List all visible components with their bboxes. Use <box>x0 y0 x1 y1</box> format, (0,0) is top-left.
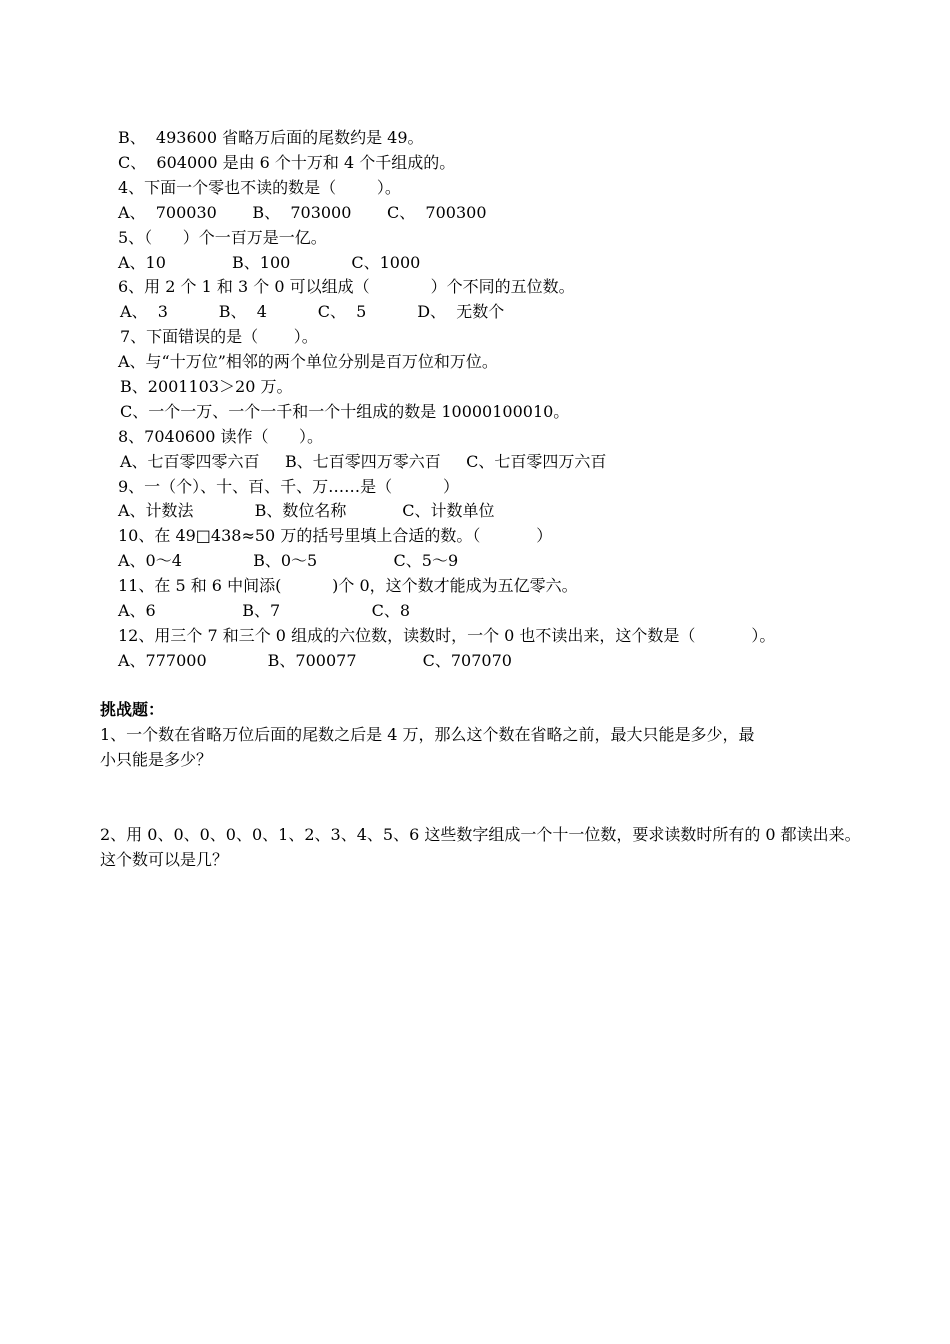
question-10: 10、在 49□438≈50 万的括号里填上合适的数。（ ） <box>118 526 553 545</box>
challenge-q1-line2: 小只能是多少？ <box>100 750 213 769</box>
question-10-options: A、0～4 B、0～5 C、5～9 <box>118 551 459 570</box>
question-11: 11、在 5 和 6 中间添( )个 0，这个数才能成为五亿零六。 <box>118 576 578 595</box>
challenge-heading: 挑战题： <box>100 700 165 719</box>
question-11-options: A、6 B、7 C、8 <box>118 601 411 620</box>
challenge-q2-line1: 2、用 0、0、0、0、0、1、2、3、4、5、6 这些数字组成一个十一位数，要求读数时所有的 0 都读出来。 <box>100 825 861 844</box>
option-c-line: C、 604000 是由 6 个十万和 4 个千组成的。 <box>118 153 456 172</box>
question-7-option-b: B、2001103＞20 万。 <box>120 377 293 396</box>
question-8-options: A、七百零四零六百 B、七百零四万零六百 C、七百零四万六百 <box>120 452 607 471</box>
question-6: 6、用 2 个 1 和 3 个 0 可以组成（ ）个不同的五位数。 <box>118 277 575 296</box>
question-4-options: A、 700030 B、 703000 C、 700300 <box>118 203 487 222</box>
question-6-options: A、 3 B、 4 C、 5 D、 无数个 <box>120 302 505 321</box>
question-7: 7、下面错误的是（ ）。 <box>120 327 318 346</box>
option-b-line: B、 493600 省略万后面的尾数约是 49。 <box>118 128 424 147</box>
question-7-option-c: C、一个一万、一个一千和一个十组成的数是 10000100010。 <box>120 402 570 421</box>
challenge-q2-line2: 这个数可以是几？ <box>100 850 229 869</box>
challenge-q1-line1: 1、一个数在省略万位后面的尾数之后是 4 万，那么这个数在省略之前，最大只能是多少，最 <box>100 725 755 744</box>
question-12-options: A、777000 B、700077 C、707070 <box>118 651 512 670</box>
question-4: 4、下面一个零也不读的数是（ ）。 <box>118 178 401 197</box>
question-8: 8、7040600 读作（ ）。 <box>118 427 324 446</box>
question-7-option-a: A、与“十万位”相邻的两个单位分别是百万位和万位。 <box>118 352 498 371</box>
question-5: 5、（ ）个一百万是一亿。 <box>118 228 327 247</box>
question-9: 9、一（个）、十、百、千、万……是（ ） <box>118 477 460 496</box>
question-9-options: A、计数法 B、数位名称 C、计数单位 <box>118 501 495 520</box>
question-5-options: A、10 B、100 C、1000 <box>118 253 421 272</box>
question-12: 12、用三个 7 和三个 0 组成的六位数，读数时，一个 0 也不读出来，这个数是（ ）。 <box>118 626 776 645</box>
